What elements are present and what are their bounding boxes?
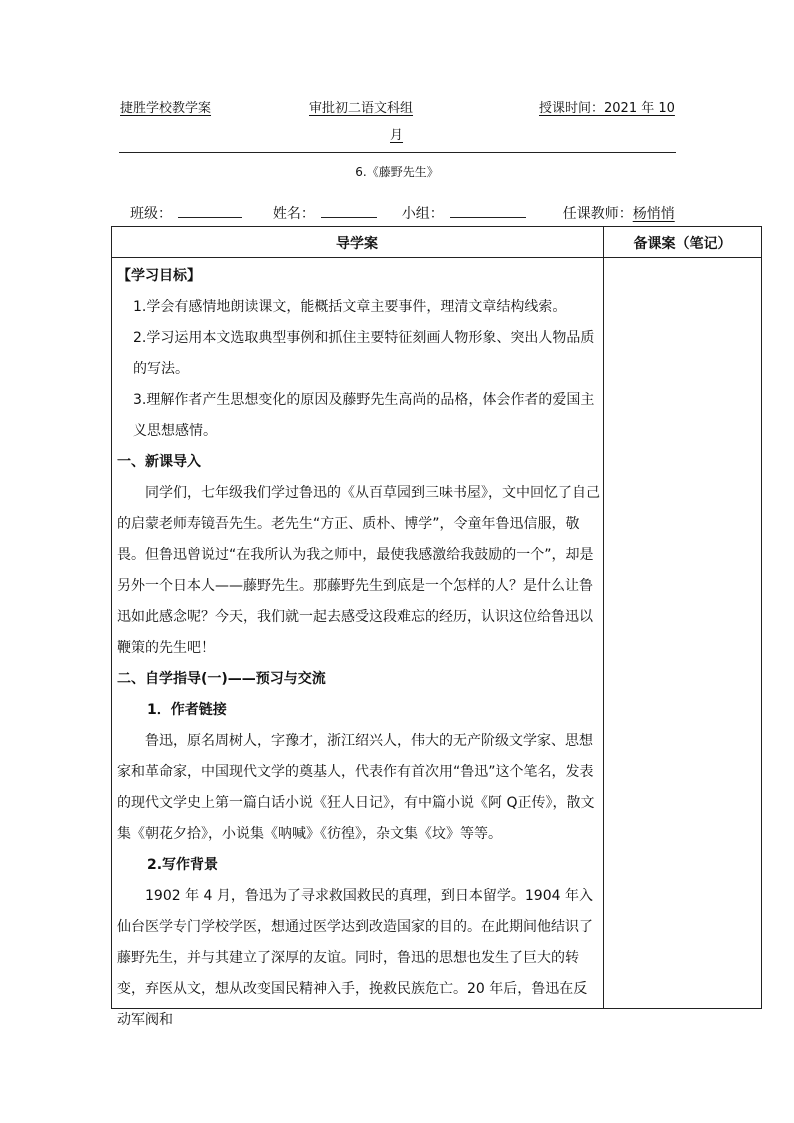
section-heading-self-study: 二、自学指导(一)——预习与交流 [117,671,326,687]
intro-paragraph: 同学们，七年级我们学过鲁迅的《从百草园到三味书屋》，文中回忆了自己的启蒙老师寿镜吾先生。老先生“方正、质朴、博学”，令童年鲁迅信服，敬畏。但鲁迅曾说过“在我所认为我之师中，最使我感激给我鼓励的一个”，却是另外一个日本人——藤野先生。那藤野先生到底是一个怎样的人？是什么让鲁迅如此感念呢？今天，我们就一起去感受这段难忘的经历，认识这位给鲁迅以鞭策的先生吧！ [117,485,600,656]
study-guide-content [117,261,601,1028]
class-field[interactable] [178,203,242,218]
goal-item: 3.理解作者产生思想变化的原因及藤野先生高尚的品格，体会作者的爱国主义思想感情。 [133,392,595,439]
teacher-label: 任课教师： [562,206,633,222]
goals-heading: 【学习目标】 [117,268,201,284]
student-info-row [130,203,703,223]
school-name: 捷胜学校教学案 [120,101,212,116]
teaching-time: 授课时间：2021 年 10 [539,101,675,116]
column-header-study-guide: 导学案 [336,236,378,252]
section-heading-intro: 一、新课导入 [117,454,201,470]
column-divider [603,226,604,1009]
header-divider [119,152,676,153]
teaching-month: 月 [390,128,404,143]
group-label: 小组： [401,206,444,222]
group-field[interactable] [450,203,526,218]
background-paragraph: 1902 年 4 月，鲁迅为了寻求救国救民的真理，到日本留学。1904 年入仙台医学专门学校学医，想通过医学达到改造国家的目的。在此期间他结识了藤野先生，并与其建立了深厚的友谊。同时，鲁迅的思想也发生了巨大的转变，弃医从文，想从改变国民精神入手，挽救民族危亡。20 年后，鲁迅在反动军阀和 [117,888,593,1028]
lesson-title: 6.《藤野先生》 [355,165,439,179]
subheading-background: 2.写作背景 [147,857,219,873]
goal-item: 1.学会有感情地朗读课文，能概括文章主要事件，理清文章结构线索。 [133,299,567,315]
header-row-divider [111,257,762,258]
author-paragraph: 鲁迅，原名周树人，字豫才，浙江绍兴人，伟大的无产阶级文学家、思想家和革命家，中国现代文学的奠基人，代表作有首次用“鲁迅”这个笔名，发表的现代文学史上第一篇白话小说《狂人日记》，有中篇小说《阿 Q正传》，散文集《朝花夕拾》，小说集《呐喊》《彷徨》，杂文集《坟》等等。 [117,733,595,842]
name-field[interactable] [321,203,377,218]
column-header-teacher-notes: 备课案（笔记） [633,236,732,252]
teacher-name: 杨悄悄 [632,206,675,222]
goal-item: 2.学习运用本文选取典型事例和抓住主要特征刻画人物形象、突出人物品质的写法。 [133,330,595,377]
subject-group: 审批初二语文科组 [309,101,414,116]
class-label: 班级： [130,206,172,222]
subheading-author: 1．作者链接 [147,702,227,718]
name-label: 姓名： [272,206,315,222]
